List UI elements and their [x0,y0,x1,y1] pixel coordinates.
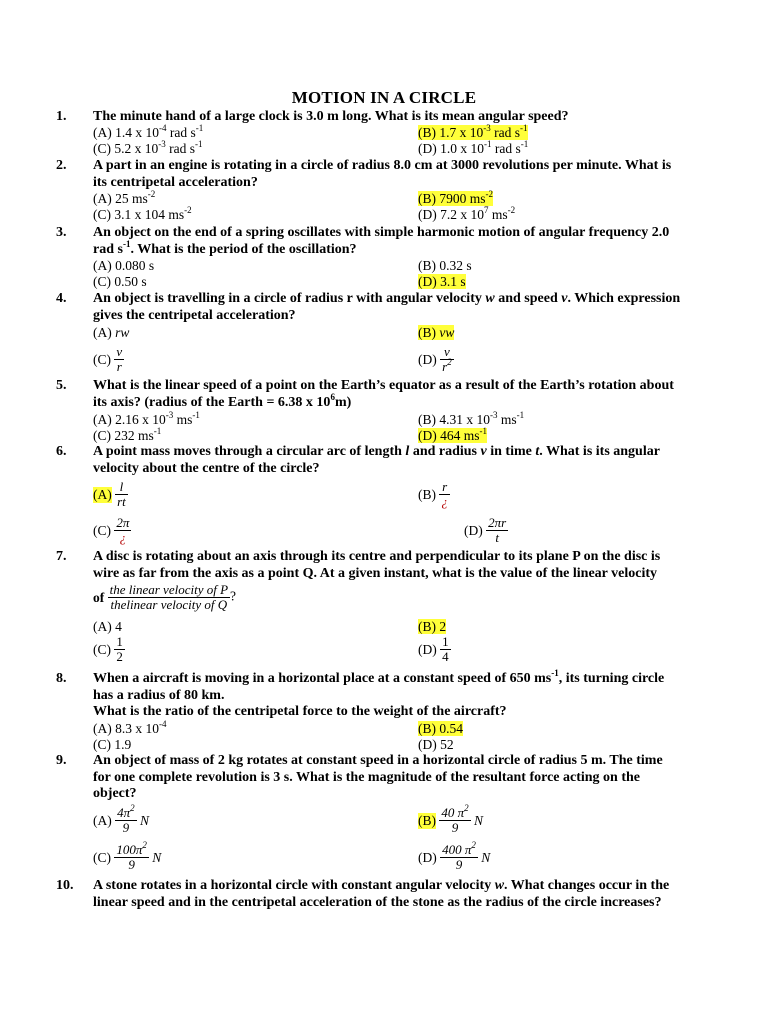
option-d[interactable]: (D) 7.2 x $10^7$ $ms^{-2}$ [418,205,516,222]
option-b-correct[interactable]: (B) 2 [418,619,447,634]
question-text: A part in an engine is rotating in a circle of radius 8.0 cm at 3000 revolutions per minute. What is its centripetal acceleration? [93,158,672,190]
question-text: An object of mass of 2 kg rotates at constant speed in a horizontal circle of radius 5 m. The time for one complete revolution is 3 s. What is the magnitude of the resultant force acting on the object? [93,753,663,801]
option-d[interactable]: (D) $\frac{1}{4}$ [418,634,449,664]
option-a-correct[interactable]: (A) $\frac{l}{rt}$ [93,479,126,509]
option-b-correct[interactable]: (B) 0.54 [418,721,463,736]
question-text: A point mass moves through a circular arc of length l and radius v in time t. What is its angular velocity about the centre of the circle? [93,444,660,476]
option-c[interactable]: (C) $\frac{v}{r}$ [93,344,123,374]
fraction-v-over-r: $\frac{v}{r}$ [116,344,123,374]
option-d[interactable]: (D) $\frac{v}{r^2}$ [418,344,452,374]
option-b-correct[interactable]: (B) vw [418,325,455,340]
option-a[interactable]: (A) 25 $ms^{-2}$ [93,189,156,206]
question-number: 8. [56,671,67,686]
question-number: 6. [56,444,67,459]
option-c[interactable]: (C) $\frac{1}{2}$ [93,634,123,664]
option-b[interactable]: (B) 0.32 s [418,258,472,273]
option-d-correct[interactable]: (D) 3.1 s [418,274,466,289]
option-a[interactable]: (A) rw [93,325,130,340]
option-c[interactable]: (C) 3.1 x 104 $ms^{-2}$ [93,205,192,222]
question-text: The minute hand of a large clock is 3.0 m long. What is its mean angular speed? [93,109,569,124]
option-a[interactable]: (A) 2.16 x $10^{-3}$ $ms^{-1}$ [93,410,200,427]
fraction-one-quarter: $\frac{1}{4}$ [442,634,449,664]
question-number: 7. [56,549,67,564]
option-a[interactable]: (A) 0.080 s [93,258,155,273]
fraction-2pir-over-t: $\frac{2\pi r}{t}$ [488,515,507,545]
fraction-one-half: $\frac{1}{2}$ [116,634,123,664]
fraction-r-over-unknown: $\frac{r}{¿}$ [441,479,448,509]
option-b[interactable]: (B) $\frac{r}{¿}$ [418,479,448,509]
option-b-correct[interactable]: (B) 1.7 x $10^{-3}$ rad $s^{-1}$ [418,123,528,140]
option-a[interactable]: (A) 4 [93,619,122,634]
question-number: 9. [56,753,67,768]
question-text: An object on the end of a spring oscillates with simple harmonic motion of angular frequency 2.0 rad $s^{-1}$. What is the period of the oscillation? [93,225,670,257]
option-d[interactable]: (D) 52 [418,737,454,752]
option-b-correct[interactable]: (B) 7900 $ms^{-2}$ [418,189,493,206]
option-c[interactable]: (C) $\frac{100\pi^2}{9}$ N [93,840,162,872]
question-number: 4. [56,291,67,306]
question-text: When a aircraft is moving in a horizontal place at a constant speed of 650 $ms^{-1}$, its turning circle has a radius of 80 km. What is the ratio of the centripetal force to the weight of the aircraft? [93,668,665,719]
option-c[interactable]: (C) $\frac{2\pi}{¿}$ [93,515,130,545]
fraction-v-over-r-squared: $\frac{v}{r^2}$ [442,344,452,374]
option-a[interactable]: (A) $\frac{4\pi^2}{9}$ N [93,803,150,835]
question-number: 10. [56,878,74,893]
option-b[interactable]: (B) 4.31 x $10^{-3}$ $ms^{-1}$ [418,410,525,427]
option-c[interactable]: (C) 232 $ms^{-1}$ [93,426,162,443]
option-c[interactable]: (C) 0.50 s [93,274,147,289]
question-number: 5. [56,378,67,393]
fraction-2pi-over-unknown: $\frac{2\pi}{¿}$ [116,515,130,545]
option-d[interactable]: (D) $\frac{2\pi r}{t}$ [464,515,507,545]
option-c[interactable]: (C) 1.9 [93,737,132,752]
option-d[interactable]: (D) 1.0 x $10^{-1}$ rad $s^{-1}$ [418,139,529,156]
option-d-correct[interactable]: (D) 464 $ms^{-1}$ [418,426,487,443]
question-number: 1. [56,109,67,124]
option-b-correct[interactable]: (B) $\frac{40 \pi^2}{9}$ N [418,803,484,835]
question-text: What is the linear speed of a point on the Earth’s equator as a result of the Earth’s rotation about its axis? (radius of the Earth = 6.38 x $10^6m$) [93,378,674,410]
question-text: A disc is rotating about an axis through its centre and perpendicular to its plane P on the disc is wire as far from the axis as a point Q. At a given instant, what is the value of the linear velocity [93,549,661,581]
option-a[interactable]: (A) 8.3 x $10^{-4}$ [93,719,167,736]
velocity-ratio-expression: of $\frac{\text{the linear velocity of P}}{\text{thelinear velocity of Q}}$ ? [93,582,237,612]
page-title: MOTION IN A CIRCLE [291,88,477,107]
question-number: 3. [56,225,67,240]
question-number: 2. [56,158,67,173]
fraction-l-over-rt: $\frac{l}{rt}$ [117,479,126,509]
option-a[interactable]: (A) 1.4 x $10^{-4}$ rad $s^{-1}$ [93,123,204,140]
question-text: A stone rotates in a horizontal circle with constant angular velocity w. What changes occur in the linear speed and in the centripetal acceleration of the stone as the radius of the circle increases? [93,878,670,910]
question-text: An object is travelling in a circle of radius r with angular velocity w and speed v. Which expression gives the centripetal acceleration? [93,291,681,323]
option-c[interactable]: (C) 5.2 x $10^{-3}$ rad $s^{-1}$ [93,139,203,156]
option-d[interactable]: (D) $\frac{400 \pi^2}{9}$ N [418,840,491,872]
